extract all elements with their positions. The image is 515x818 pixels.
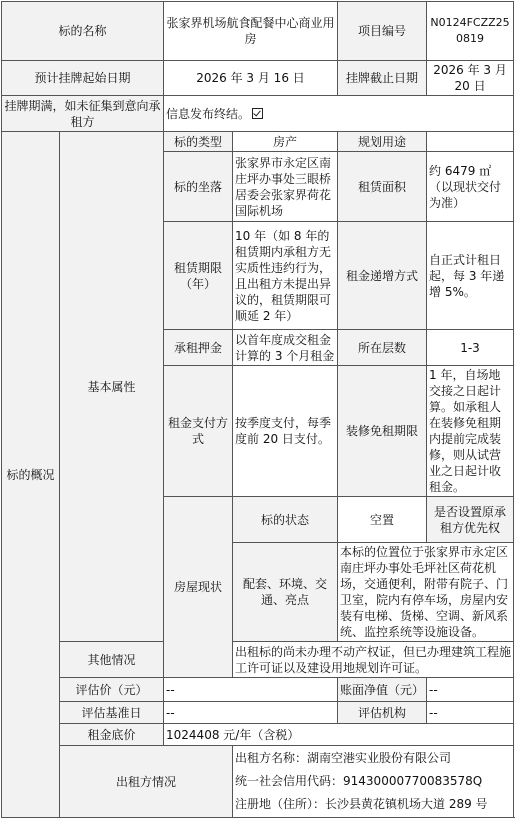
lessor-name: 出租方名称：湖南空港实业股份有限公司 [235, 751, 452, 765]
reserve-price-label: 租金底价 [60, 724, 164, 746]
valuation-date-value: -- [164, 702, 338, 724]
other-value: 出租标的尚未办理不动产权证，但已办理建筑工程施工许可证以及建设用地规划许可证。 [233, 642, 514, 678]
reserve-price-value: 1024408 元/年（含税） [164, 724, 514, 746]
use-label: 规划用途 [338, 132, 427, 152]
facilities-value: 本标的位置位于张家界市永定区南庄坪办事处毛坪社区荷花机场，交通便利，附带有院子、门卫室，院内有停车场，房屋内安装有电梯、货梯、空调、新风系统、监控系统等设施设备。 [338, 543, 514, 642]
end-date-value: 2026 年 3 月 20 日 [427, 61, 514, 96]
start-date-value: 2026 年 3 月 16 日 [164, 61, 338, 96]
net-value-label: 账面净值（元） [338, 678, 427, 702]
term-value: 10 年（如 8 年的租赁期内承租方无实质性违约行为，且出租方未提出异议的，租赁期限可顺延 2 年） [233, 222, 338, 330]
valuation-price-label: 评估价（元） [60, 678, 164, 702]
listing-table [1, 1, 514, 818]
increase-value: 自正式计租日起，每 3 年递增 5%。 [427, 222, 514, 330]
use-value [427, 132, 514, 152]
valuation-price-value: -- [164, 678, 338, 702]
code-value: N0124FCZZ250819 [427, 2, 514, 61]
start-date-label: 预计挂牌起始日期 [2, 61, 164, 96]
code-label: 项目编号 [338, 2, 427, 61]
floor-label: 所在层数 [338, 330, 427, 366]
deposit-label: 承租押金 [164, 330, 233, 366]
priority-label: 是否设置原承租方优先权 [427, 497, 514, 543]
deposit-value: 以首年度成交租金计算的 3 个月租金 [233, 330, 338, 366]
increase-label: 租金递增方式 [338, 222, 427, 330]
facilities-label: 配套、环境、交通、亮点 [233, 543, 338, 642]
type-value: 房产 [233, 132, 338, 152]
end-date-label: 挂牌截止日期 [338, 61, 427, 96]
lessor-credit-code: 统一社会信用代码：91430000770083578Q [235, 774, 483, 788]
net-value-value: -- [427, 678, 514, 702]
house-status-label: 房屋现状 [164, 497, 233, 678]
checkbox-checked-icon [252, 108, 263, 119]
valuation-date-label: 评估基准日 [60, 702, 164, 724]
lessor-label: 出租方情况 [60, 746, 233, 818]
valuation-org-label: 评估机构 [338, 702, 427, 724]
area-label: 租赁面积 [338, 152, 427, 222]
expiry-value [164, 96, 514, 132]
overview-label: 标的概况 [2, 132, 60, 818]
floor-value: 1-3 [427, 330, 514, 366]
location-value: 张家界市永定区南庄坪办事处三眼桥居委会张家界荷花国际机场 [233, 152, 338, 222]
lessor-details [233, 746, 514, 818]
payment-label: 租金支付方式 [164, 366, 233, 497]
state-value: 空置 [338, 497, 427, 543]
term-label: 租赁期限（年） [164, 222, 233, 330]
location-label: 标的坐落 [164, 152, 233, 222]
name-label: 标的名称 [2, 2, 164, 61]
expiry-label: 挂牌期满，如未征集到意向承租方 [2, 96, 164, 132]
payment-value: 按季度支付，每季度前 20 日支付。 [233, 366, 338, 497]
freerent-value: 1 年，自场地交接之日起计算。如承租人在装修免租期内提前完成装修，则从试营业之日起计收租金。 [427, 366, 514, 497]
type-label: 标的类型 [164, 132, 233, 152]
freerent-label: 装修免租期限 [338, 366, 427, 497]
basic-attributes-label: 基本属性 [60, 132, 164, 642]
expiry-text: 信息发布终结。 [166, 106, 251, 121]
state-label: 标的状态 [233, 497, 338, 543]
valuation-org-value: -- [427, 702, 514, 724]
name-value: 张家界机场航食配餐中心商业用房 [164, 2, 338, 61]
other-label: 其他情况 [60, 642, 164, 678]
lessor-address: 注册地（住所）：长沙县黄花镇机场大道 289 号 [235, 797, 488, 811]
area-value: 约 6479 ㎡（以现状交付为准） [427, 152, 514, 222]
